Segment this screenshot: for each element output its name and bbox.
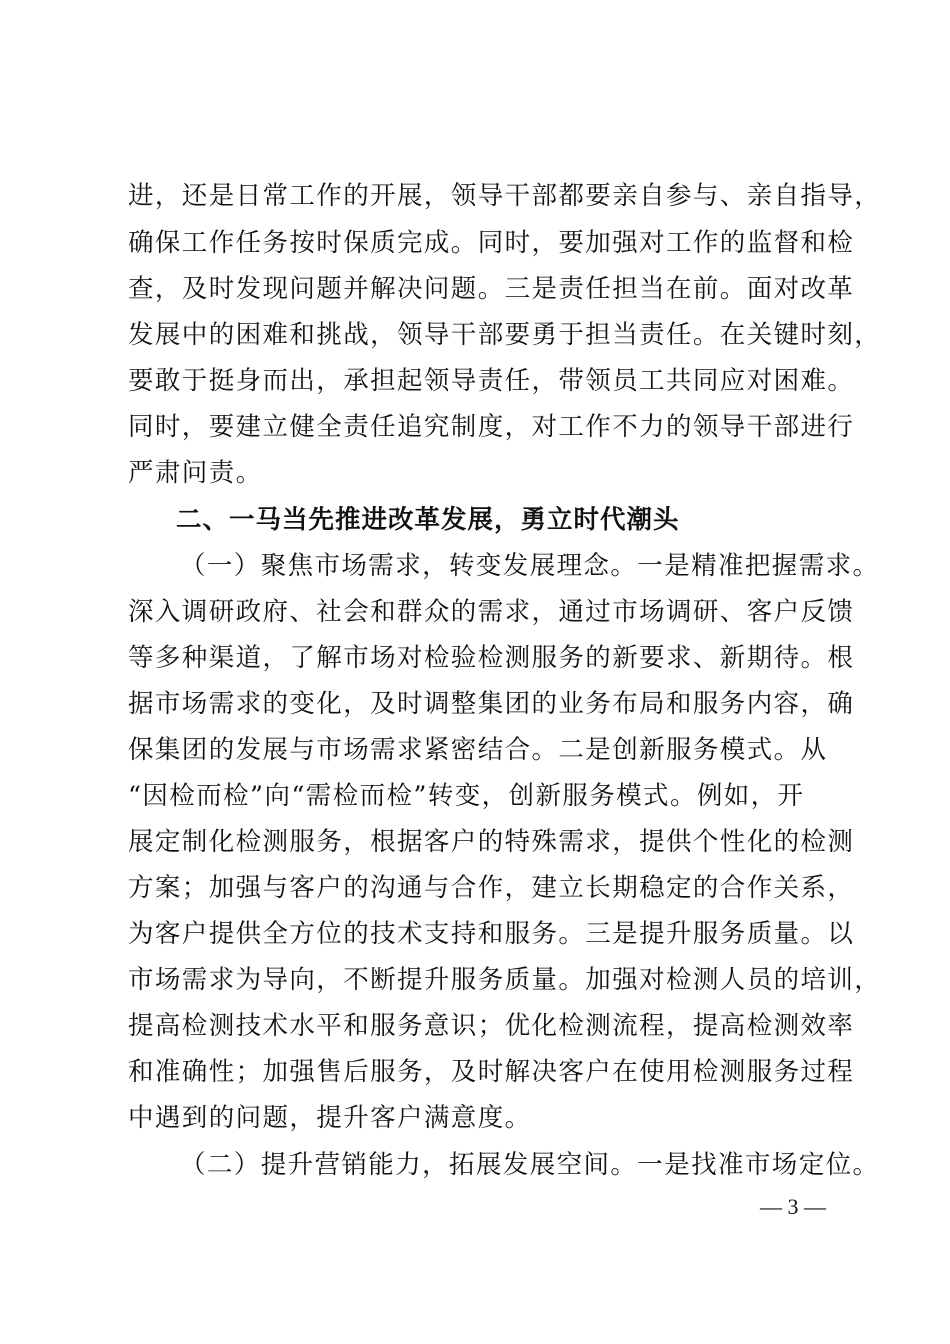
para1-line-12: 和准确性；加强售后服务，及时解决客户在使用检测服务过程 xyxy=(128,1057,855,1087)
para1-line-1: （一）聚焦市场需求，转变发展理念。一是精准把握需求。 xyxy=(180,551,880,581)
para1-line-6: “因检而检”向“需检而检”转变，创新服务模式。例如，开 xyxy=(128,781,805,811)
para1-line-11: 提高检测技术水平和服务意识；优化检测流程，提高检测效率 xyxy=(128,1011,855,1041)
para1-line-10: 市场需求为导向，不断提升服务质量。加强对检测人员的培训， xyxy=(128,965,882,995)
para1-line-9: 为客户提供全方位的技术支持和服务。三是提升服务质量。以 xyxy=(128,919,855,949)
body-line-5: 要敢于挺身而出，承担起领导责任，带领员工共同应对困难。 xyxy=(128,366,855,396)
para1-line-13: 中遇到的问题，提升客户满意度。 xyxy=(128,1103,532,1133)
body-line-4: 发展中的困难和挑战，领导干部要勇于担当责任。在关键时刻， xyxy=(128,320,882,350)
page-number: — 3 — xyxy=(760,1194,826,1219)
body-line-6: 同时，要建立健全责任追究制度，对工作不力的领导干部进行 xyxy=(128,412,855,442)
para1-line-5: 保集团的发展与市场需求紧密结合。二是创新服务模式。从 xyxy=(128,735,828,765)
body-line-1: 进，还是日常工作的开展，领导干部都要亲自参与、亲自指导， xyxy=(128,181,882,211)
para1-line-4: 据市场需求的变化，及时调整集团的业务布局和服务内容，确 xyxy=(128,689,855,719)
body-line-3: 查，及时发现问题并解决问题。三是责任担当在前。面对改革 xyxy=(128,274,855,304)
para1-line-3: 等多种渠道，了解市场对检验检测服务的新要求、新期待。根 xyxy=(128,643,855,673)
para1-line-2: 深入调研政府、社会和群众的需求，通过市场调研、客户反馈 xyxy=(128,597,855,627)
body-line-7: 严肃问责。 xyxy=(128,458,263,488)
body-line-2: 确保工作任务按时保质完成。同时，要加强对工作的监督和检 xyxy=(128,228,855,258)
para1-line-7: 展定制化检测服务，根据客户的特殊需求，提供个性化的检测 xyxy=(128,827,855,857)
para1-line-8: 方案；加强与客户的沟通与合作，建立长期稳定的合作关系， xyxy=(128,873,855,903)
para2-line-1: （二）提升营销能力，拓展发展空间。一是找准市场定位。 xyxy=(180,1150,880,1180)
section-heading: 二、一马当先推进改革发展，勇立时代潮头 xyxy=(176,505,680,535)
